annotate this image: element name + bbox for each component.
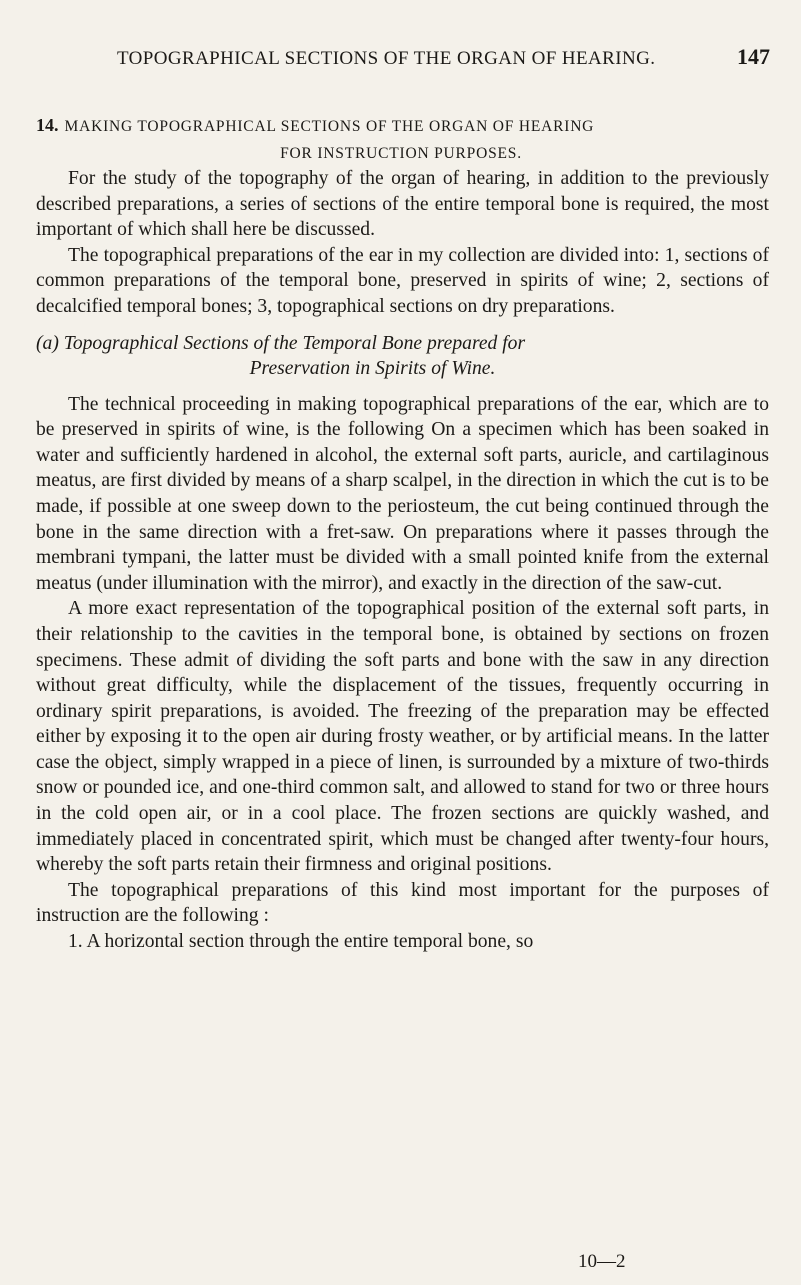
subheading-line1: (a) Topographical Sections of the Temporal Bone prepared for: [36, 332, 526, 354]
running-head: TOPOGRAPHICAL SECTIONS OF THE ORGAN OF HEARING.: [117, 48, 656, 69]
paragraph: The topographical preparations of the ear in my collection are divided into: 1, sections of common preparations of the temporal bone, preserved in spirits of wine; 2, sections of decalcified temporal bones; 3, topographical sections on dry preparations.: [36, 244, 769, 317]
paragraph: 1. A horizontal section through the entire temporal bone, so: [68, 931, 534, 953]
section-number: 14.: [36, 115, 59, 135]
subheading: [36, 331, 769, 381]
paragraph: The technical proceeding in making topographical preparations of the ear, which are to be preserved in spirits of wine, is the following On a specimen which has been soaked in water and sufficiently hardened in alcohol, the external soft parts, auricle, and cartilaginous meatus, are first divided by means of a sharp scalpel, in the direction in which the cut is to be made, if possible at one sweep down to the periosteum, the cut being continued through the bone in the same direction with a fret-saw. On preparations where it passes through the membrani tympani, the latter must be divided with a small pointed knife from the external meatus (under illumination with the mirror), and exactly in the direction of the saw-cut.: [36, 393, 769, 594]
section-title-line1: MAKING TOPOGRAPHICAL SECTIONS OF THE ORGAN OF HEARING: [64, 118, 595, 135]
paragraph: For the study of the topography of the organ of hearing, in addition to the previously described preparations, a series of sections of the entire temporal bone is required, the most important of which shall here be discussed.: [36, 168, 769, 241]
signature-mark: 10—2: [578, 1251, 626, 1272]
section-title-line2: FOR INSTRUCTION PURPOSES.: [280, 145, 522, 162]
page-number: 147: [737, 44, 770, 69]
paragraph: The topographical preparations of this kind most important for the purposes of instruction are the following :: [36, 879, 769, 927]
section-title: [36, 113, 766, 166]
subheading-line2: Preservation in Spirits of Wine.: [249, 357, 496, 379]
body-text: [36, 166, 769, 955]
paragraph: A more exact representation of the topographical position of the external soft parts, in their relationship to the cavities in the temporal bone, is obtained by sections on frozen specimens. These admit of dividing the soft parts and bone with the saw in any direction without great difficulty, while the displacement of the tissues, frequently occurring in ordinary spirit preparations, is avoided. The freezing of the preparation may be effected either by exposing it to the open air during frosty weather, or by artificial means. In the latter case the object, simply wrapped in a piece of linen, is surrounded by a mixture of two-thirds snow or pounded ice, and one-third common salt, and allowed to stand for two or three hours in the cold open air, or in a cool place. The frozen sections are quickly washed, and immediately placed in concentrated spirit, which must be changed after twenty-four hours, whereby the soft parts retain their firmness and original positions.: [36, 598, 769, 876]
